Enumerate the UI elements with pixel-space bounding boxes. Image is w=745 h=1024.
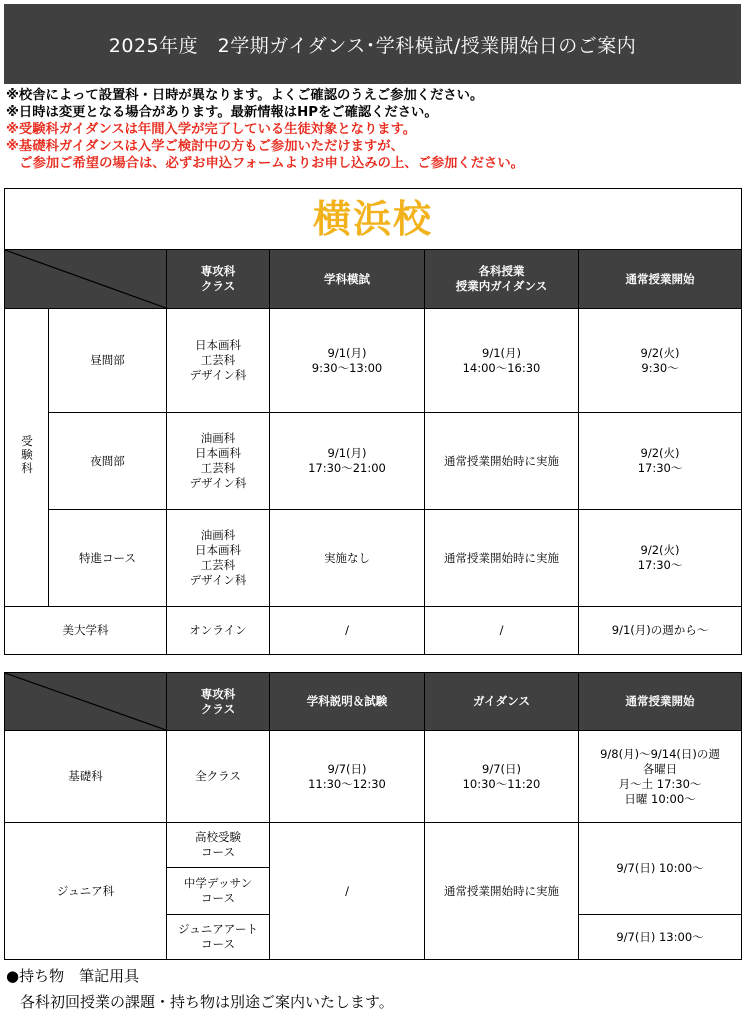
exam-cell: 9/7(日) 11:30～12:30 [270,731,425,823]
note-5: ご参加ご希望の場合は、必ずお申込フォームよりお申し込みの上、ご参加ください。 [6,156,524,171]
classes-cell: 油画科 日本画科 工芸科 デザイン科 [167,413,270,510]
dept-cell: ジュニア科 [5,823,167,960]
dept-cell: 基礎科 [5,731,167,823]
start-cell: 9/2(火) 17:30～ [579,413,742,510]
header-start: 通常授業開始 [579,673,742,731]
header-course: 専攻科 クラス [167,673,270,731]
mock-cell: 9/1(月) 17:30～21:00 [270,413,425,510]
guidance-cell: 9/1(月) 14:00～16:30 [425,309,579,413]
group-label-cell [5,309,49,607]
classes-cell: ジュニアアート コース [167,915,270,960]
header-mock: 学科模試 [270,250,425,309]
mock-cell: / [270,607,425,655]
campus-title-cell [5,189,742,250]
guidance-cell: 9/7(日) 10:30～11:20 [425,731,579,823]
classes-cell: 日本画科 工芸科 デザイン科 [167,309,270,413]
schedule-table-kiso-junior [4,672,742,960]
dept-cell: 夜間部 [49,413,167,510]
start-cell: 9/7(日) 10:00～ [579,823,742,915]
mock-cell: 実施なし [270,510,425,607]
schedule-table-juken [4,188,742,655]
footer-note: 各科初回授業の課題・持ち物は別途ご案内いたします。 [20,993,394,1011]
start-cell: 9/1(月)の週から～ [579,607,742,655]
note-2: ※日時は変更となる場合があります。最新情報はHPをご確認ください。 [6,105,438,120]
diagonal-line [5,250,166,308]
classes-cell: 全クラス [167,731,270,823]
header-guidance: 各科授業 授業内ガイダンス [425,250,579,309]
notes [6,87,741,172]
page-title: 2025年度 2学期ガイダンス･学科模試/授業開始日のご案内 [108,34,637,57]
guidance-cell: 通常授業開始時に実施 [425,823,579,960]
diagonal-header-cell [5,250,167,309]
table-row [5,607,742,655]
campus-title: 横浜校 [313,197,434,241]
note-3: ※受験科ガイダンスは年間入学が完了している生徒対象となります。 [6,122,417,137]
table-row [5,823,742,868]
classes-cell: 高校受験 コース [167,823,270,868]
classes-cell: 中学デッサン コース [167,868,270,915]
table-row [5,413,742,510]
dept-cell: 昼間部 [49,309,167,413]
start-cell: 9/2(火) 9:30～ [579,309,742,413]
start-cell: 9/8(月)～9/14(日)の週 各曜日 月～土 17:30～ 日曜 10:00～ [579,731,742,823]
header-course: 専攻科 クラス [167,250,270,309]
classes-cell: オンライン [167,607,270,655]
exam-cell: / [270,823,425,960]
header-start: 通常授業開始 [579,250,742,309]
table-row [5,731,742,823]
footer-belongings: ●持ち物 筆記用具 [6,967,140,985]
diagonal-line [5,673,166,730]
guidance-cell: 通常授業開始時に実施 [425,413,579,510]
footer [6,963,394,1015]
dept-cell: 特進コース [49,510,167,607]
note-4: ※基礎科ガイダンスは入学ご検討中の方もご参加いただけますが、 [6,139,404,154]
table-row [5,309,742,413]
header-guidance: ガイダンス [425,673,579,731]
group-label: 受験科 [20,435,34,476]
header-exam: 学科説明＆試験 [270,673,425,731]
table-row [5,510,742,607]
classes-cell: 油画科 日本画科 工芸科 デザイン科 [167,510,270,607]
page-header [4,4,741,84]
guidance-cell: 通常授業開始時に実施 [425,510,579,607]
dept-cell: 美大学科 [5,607,167,655]
diagonal-header-cell [5,673,167,731]
note-1: ※校舎によって設置科・日時が異なります。よくご確認のうえご参加ください。 [6,88,484,103]
start-cell: 9/2(火) 17:30～ [579,510,742,607]
mock-cell: 9/1(月) 9:30～13:00 [270,309,425,413]
start-cell: 9/7(日) 13:00～ [579,915,742,960]
guidance-cell: / [425,607,579,655]
